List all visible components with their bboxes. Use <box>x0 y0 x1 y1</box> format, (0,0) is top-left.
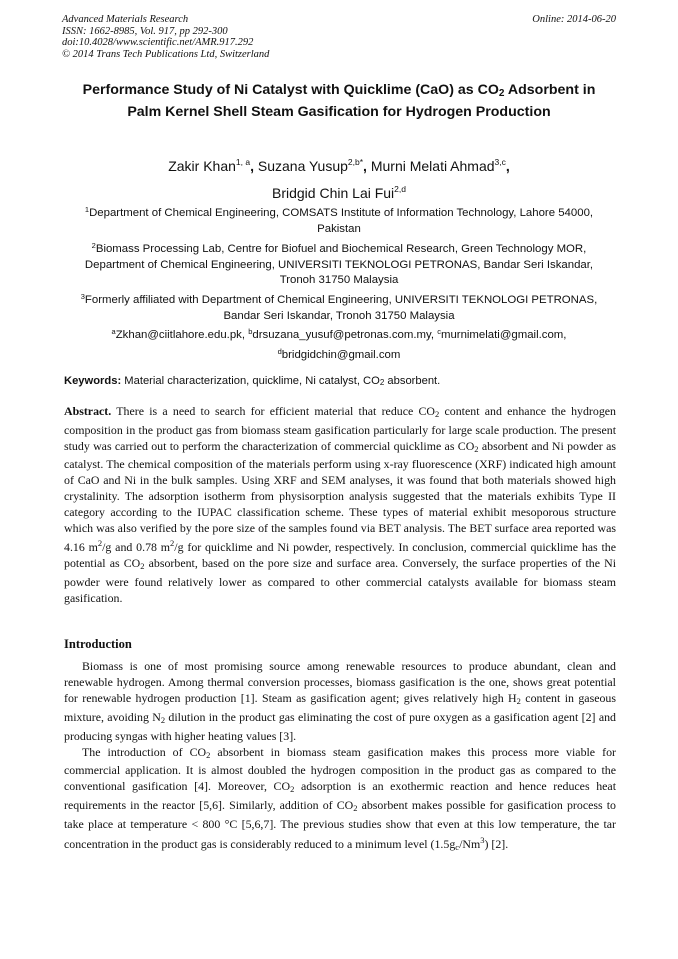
paragraph-text: /Nm <box>459 837 481 852</box>
abstract-text: There is a need to search for efficient material that reduce CO <box>111 404 436 418</box>
paragraph-text: The introduction of CO <box>82 744 207 759</box>
affiliation-1 <box>66 202 612 237</box>
keywords-text: Material characterization, quicklime, Ni catalyst, CO <box>121 375 380 387</box>
abstract-subscript: 2 <box>140 561 145 572</box>
title-text-1: Performance Study of Ni Catalyst with Quicklime (CaO) as CO <box>82 82 499 98</box>
author-list <box>60 151 618 205</box>
email-list <box>66 324 612 363</box>
paper-title <box>70 81 608 122</box>
abstract-text: absorbent and Ni powder as catalyst. The chemical composition of the materials perform using x-ray fluorescence (XRF) indicated high amount of CaO and Ni in the bulk samples. Using XRF and SEM analyses, it was found that both materials showed high crystalinity. The adsorption isotherm from physisorption analysis suggested that the materials exhibits Type II category according to the IUPAC classification scheme. These types of material exhibit mesoporous structure which was also verified by the pore size of the samples found via BET analysis. The BET surface area reported was 4.16 m <box>64 438 616 555</box>
paragraph <box>64 659 616 745</box>
abstract-text: content and enhance the hydrogen composition in the product gas from biomass steam gasification particularly for large scale production. The present study was carried out to perform the characterization of commercial quicklime as CO <box>64 404 616 453</box>
author-sup: 2,d <box>394 184 406 194</box>
affiliation-text: Biomass Processing Lab, Centre for Biofuel and Biochemical Research, Green Technology MOR, Department of Chemical Engineering, UNIVERSITI TEKNOLOGI PETRONAS, Bandar Seri Iskandar, Tronoh 31750 Malaysia <box>84 243 594 286</box>
author-name: Bridgid Chin Lai Fui <box>272 185 395 201</box>
abstract-label: Abstract. <box>64 404 112 418</box>
keywords <box>64 375 616 387</box>
keywords-tail: absorbent. <box>384 375 441 387</box>
introduction-body <box>64 659 616 856</box>
author-line-1 <box>60 151 618 178</box>
paragraph-text: absorbent makes possible for gasification process to take place at temperature < 800 °C [5,6,7]. The previous studies show that even at this low temperature, the tar concentration in the product gas is considerably reduced to a minimum level (1.5g <box>64 798 616 852</box>
paragraph-subscript: c <box>455 842 460 853</box>
affiliation-2 <box>66 238 612 289</box>
affiliation-3 <box>66 289 612 324</box>
email-link[interactable]: drsuzana_yusuf@petronas.com.my, <box>252 329 438 341</box>
abstract <box>64 404 616 607</box>
paragraph-subscript: 2 <box>160 714 166 725</box>
abstract-text: absorbent, based on the pore size and surface area. Conversely, the surface properties of the Ni powder were found relatively lower as compared to other commercial catalysts available for biomass steam gasification. <box>64 556 616 605</box>
journal-name: Advanced Materials Research <box>62 14 189 25</box>
keywords-label: Keywords: <box>64 375 122 387</box>
abstract-subscript: 2 <box>435 409 440 419</box>
copyright: © 2014 Trans Tech Publications Ltd, Switzerland <box>62 48 270 60</box>
paragraph-subscript: 2 <box>353 803 358 814</box>
email-link[interactable]: Zkhan@ciitlahore.edu.pk, <box>115 329 249 341</box>
affiliation-text: Department of Chemical Engineering, COMSATS Institute of Information Technology, Lahore 54000, Pakistan <box>89 207 594 235</box>
author-separator: , <box>505 158 510 174</box>
author-name: Suzana Yusup <box>257 158 348 174</box>
affiliation-text: Formerly affiliated with Department of Chemical Engineering, UNIVERSITI TEKNOLOGI PETRONAS, Bandar Seri Iskandar, Tronoh 31750 Malaysia <box>84 294 598 322</box>
paragraph-text: Biomass is one of most promising source among renewable resources to produce abundant, clean and renewable hydrogen. Among thermal conversion processes, biomass gasification is the one, shows great potential for renewable hydrogen production [1]. Steam as gasification agent; gives relatively high H <box>64 659 616 705</box>
paragraph-text: adsorption is an exothermic reaction and hence reduces heat requirements in the reactor [5,6]. Similarly, addition of CO <box>64 779 617 813</box>
doi: doi:10.4028/www.scientific.net/AMR.917.292 <box>62 37 254 49</box>
author-sup: 2,b* <box>347 157 364 167</box>
author-name: Murni Melati Ahmad <box>370 158 495 174</box>
paragraph-subscript: 2 <box>290 784 295 795</box>
journal-header <box>62 14 616 60</box>
abstract-text: /g for quicklime and Ni powder, respectively. In conclusion, commercial quicklime has the potential as CO <box>64 540 617 571</box>
email-sup: c <box>437 327 441 336</box>
author-sup: 1, a <box>235 157 251 167</box>
email-sup: b <box>248 327 253 336</box>
title-subscript: 2 <box>498 88 505 99</box>
author-line-2 <box>60 178 618 205</box>
issn: ISSN: 1662-8985, Vol. 917, pp 292-300 <box>62 25 228 37</box>
paragraph-text: content in gaseous mixture, avoiding N <box>64 690 616 724</box>
abstract-subscript: 2 <box>474 443 479 454</box>
email-link[interactable]: murnimelati@gmail.com, <box>440 329 567 341</box>
paragraph-subscript: 2 <box>516 695 521 706</box>
title-text-2: Adsorbent in Palm Kernel Shell Steam Gasification for Hydrogen Production <box>127 82 596 120</box>
paragraph <box>64 745 616 856</box>
abstract-superscript: 2 <box>97 538 103 549</box>
keywords-subscript: 2 <box>379 378 385 387</box>
affiliation-sup: 3 <box>80 292 85 301</box>
author-separator: , <box>250 158 254 174</box>
author-sup: 3,c <box>494 157 506 167</box>
abstract-text: /g and 0.78 m <box>102 540 171 555</box>
paragraph-text: dilution in the product gas eliminating the cost of pure oxygen as a gasification agent [2] and producing syngas with higher heating values [3]. <box>64 709 616 743</box>
section-heading-introduction: Introduction <box>64 637 132 651</box>
paragraph-superscript: 3 <box>480 835 485 846</box>
affiliation-sup: 1 <box>84 205 90 214</box>
author-separator: , <box>363 158 367 174</box>
paragraph-text: ) [2]. <box>484 837 509 852</box>
email-sup: a <box>111 327 116 336</box>
author-name: Zakir Khan <box>168 158 236 174</box>
affiliation-sup: 2 <box>91 241 96 250</box>
abstract-superscript: 2 <box>170 538 175 549</box>
email-sup: d <box>277 346 282 356</box>
online-date: Online: 2014-06-20 <box>532 14 616 25</box>
email-link[interactable]: bridgidchin@gmail.com <box>281 348 401 361</box>
paragraph-subscript: 2 <box>206 749 211 760</box>
paragraph-text: absorbent in biomass steam gasification makes this process more viable for commercial application. It is almost doubled the hydrogen composition in the product gas as compared to the conventional gasification [4]. Moreover, CO <box>64 744 616 794</box>
